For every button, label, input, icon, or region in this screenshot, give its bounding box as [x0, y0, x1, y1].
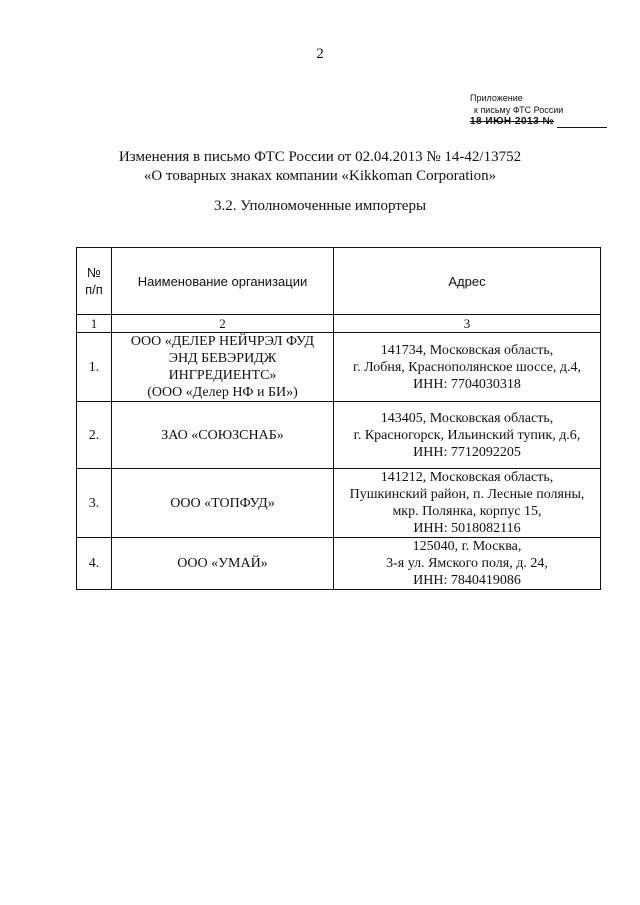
organization-name [112, 402, 334, 469]
appendix-date-row [470, 116, 620, 128]
address-line: ИНН: 7840419086 [413, 573, 521, 588]
appendix-block [470, 92, 620, 128]
address-line: 143405, Московская область, [380, 410, 554, 426]
appendix-reference: к письму ФТС России [474, 105, 564, 115]
index-cell: 3 [334, 315, 601, 333]
document-title-line-2: «О товарных знаках компании «Kikkoman Corporation» [143, 168, 497, 184]
address-line: ИНН: 5018082116 [413, 521, 521, 536]
organization-name-line: ООО «УМАЙ» [177, 556, 268, 571]
table-index-row [77, 315, 601, 333]
address-line: г. Красногорск, Ильинский тупик, д.6, [353, 427, 581, 443]
table-header-row [77, 248, 601, 315]
index-cell: 2 [112, 315, 334, 333]
address-line: 3-я ул. Ямского поля, д. 24, [386, 556, 548, 571]
row-number: 2. [77, 402, 112, 469]
address-line: 141212, Московская область, [380, 470, 554, 485]
table-row [77, 538, 601, 590]
organization-name-line: ЭНД БЕВЭРИДЖ [168, 351, 277, 366]
header-address: Адрес [334, 248, 601, 315]
address-line: г. Лобня, Краснополянское шоссе, д.4, [352, 359, 582, 375]
organization-name-line: ООО «ДЕЛЕР НЕЙЧРЭЛ ФУД [130, 334, 315, 349]
row-number: 3. [77, 469, 112, 538]
organization-address [334, 333, 601, 402]
index-cell: 1 [77, 315, 112, 333]
section-title: 3.2. Уполномоченные импортеры [213, 198, 427, 214]
organization-name-line: (ООО «Делер НФ и БИ») [147, 385, 298, 400]
document-title-line-1: Изменения в письмо ФТС России от 02.04.2013 № 14-42/13752 [118, 149, 522, 165]
row-number: 4. [77, 538, 112, 590]
organization-address [334, 469, 601, 538]
header-number [77, 248, 112, 315]
address-line: мкр. Полянка, корпус 15, [392, 504, 542, 519]
number-blank-line [557, 119, 607, 128]
organization-name-line: ООО «ТОПФУД» [170, 495, 275, 511]
organization-name-line: ЗАО «СОЮЗСНАБ» [161, 427, 284, 443]
header-number-line-1: № [87, 265, 101, 280]
table-row [77, 402, 601, 469]
table-row [77, 469, 601, 538]
address-line: ИНН: 7712092205 [413, 444, 521, 460]
appendix-label: Приложение [470, 93, 523, 103]
address-line: 141734, Московская область, [380, 342, 554, 358]
page-number: 2 [316, 46, 324, 62]
address-line: Пушкинский район, п. Лесные поляны, [349, 487, 585, 502]
organization-name [112, 538, 334, 590]
header-organization: Наименование организации [112, 248, 334, 315]
organization-name-line: ИНГРЕДИЕНТС» [168, 368, 277, 383]
organization-address [334, 402, 601, 469]
organization-address [334, 538, 601, 590]
address-line: ИНН: 7704030318 [413, 376, 521, 392]
date-stamp: 18 ИЮН 2013 № [470, 116, 555, 127]
header-number-line-2: п/п [85, 282, 103, 297]
row-number: 1. [77, 333, 112, 402]
address-line: 125040, г. Москва, [412, 539, 522, 554]
table-row [77, 333, 601, 402]
document-title [0, 148, 640, 186]
importers-table [76, 247, 601, 590]
organization-name [112, 469, 334, 538]
organization-name [112, 333, 334, 402]
